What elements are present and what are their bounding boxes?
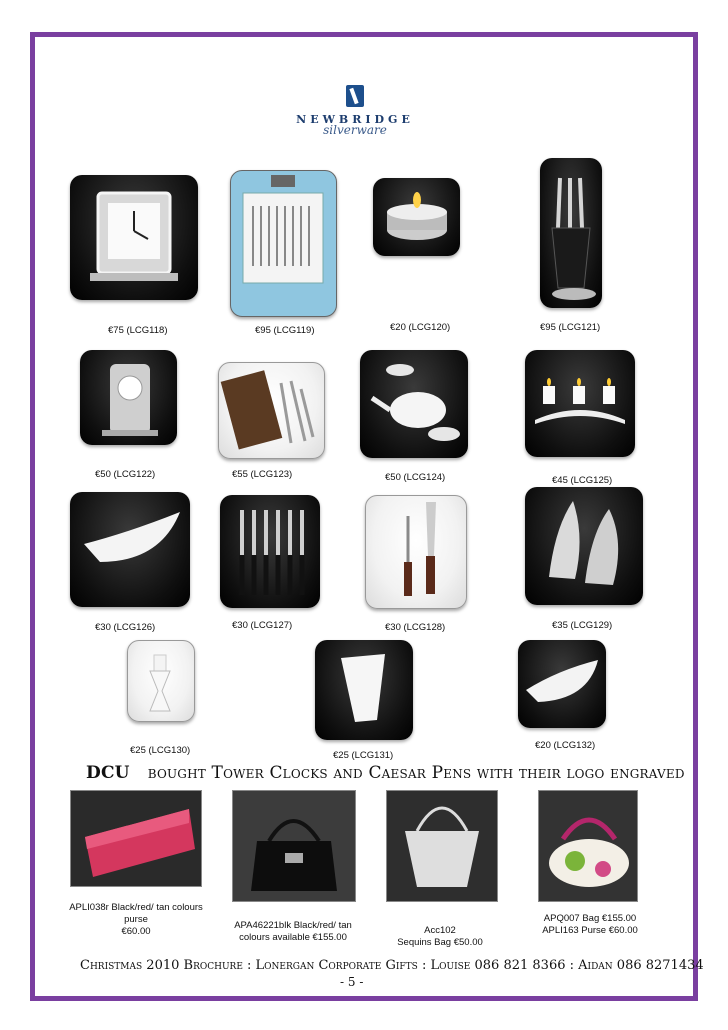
purse-icon [71,791,201,886]
bag-caption-4-line2: APLI163 Purse €60.00 [542,925,638,936]
product-image-vase [315,640,413,740]
price-lcg129: €35 (LCG129) [552,620,613,631]
bag-caption-4-line1: APQ007 Bag €155.00 [543,913,637,924]
price-lcg122: €50 (LCG122) [95,469,156,480]
cutlery-icon [231,171,336,316]
product-image-candle-holder [525,350,635,457]
price-lcg124: €50 (LCG124) [385,472,446,483]
product-image-candle-holder [373,178,460,256]
dish-icon [518,640,606,728]
product-image-clock [80,350,177,445]
bag-caption-3 [380,925,500,949]
price-lcg127: €30 (LCG127) [232,620,293,631]
product-image-teapot [360,350,468,458]
bag-caption-4 [530,913,650,937]
bag-caption-3-line2: Sequins Bag €50.00 [397,937,483,948]
teapot-icon [360,350,468,458]
sequins-bag-icon [387,791,497,901]
napkin-ring-icon [128,641,194,721]
product-image-cutlery-set [218,362,325,459]
price-lcg131: €25 (LCG131) [333,750,394,761]
clock-icon [80,350,177,445]
product-image-sequins-bag [386,790,498,902]
bag-caption-1 [66,902,206,938]
price-lcg132: €20 (LCG132) [535,740,596,751]
price-lcg125: €45 (LCG125) [552,475,613,486]
knives-icon [220,495,320,608]
logo-brand: NEWBRIDGE [296,113,414,126]
bag-caption-2 [218,920,368,944]
bag-caption-2-line2: colours available €155.00 [239,932,347,943]
product-image-dish [518,640,606,728]
heading-text: bought Tower Clocks and Caesar Pens with their logo engraved [147,763,685,783]
salt-pepper-icon [525,487,643,605]
bowl-icon [70,492,190,607]
bag-caption-1-line2: purse [124,914,148,925]
clock-icon [70,175,198,300]
vase-icon [315,640,413,740]
product-image-handbag [232,790,356,902]
bag-purse-icon [539,791,637,901]
price-lcg123: €55 (LCG123) [232,469,293,480]
price-lcg120: €20 (LCG120) [390,322,451,333]
footer-text: Christmas 2010 Brochure : Lonergan Corporate Gifts : Louise 086 821 8366 : Aidan 086 8271434 [80,958,704,973]
knife-block-icon [540,158,602,308]
logo-sub: silverware [323,123,387,137]
handbag-icon [233,791,355,901]
page-number: - 5 - [340,975,364,989]
product-image-bag-purse [538,790,638,902]
logo-mark-icon [346,85,364,107]
heading-dcu: DCU [86,763,130,783]
bag-caption-2-line1: APA46221blk Black/red/ tan [234,920,352,931]
product-image-knife-block [540,158,602,308]
newbridge-logo [290,85,420,137]
bag-caption-3-line1: Acc102 [424,925,456,936]
product-image-napkin-ring [127,640,195,722]
product-image-purse [70,790,202,887]
cutlery-icon [219,363,324,458]
bag-caption-1-line1: APLI038r Black/red/ tan colours [69,902,203,913]
price-lcg121: €95 (LCG121) [540,322,601,333]
candle-icon [525,350,635,457]
carving-icon [366,496,466,608]
price-lcg126: €30 (LCG126) [95,622,156,633]
engraving-heading [86,763,685,783]
price-lcg130: €25 (LCG130) [130,745,191,756]
product-image-carving-set [365,495,467,609]
product-image-clock [70,175,198,300]
product-image-steak-knives [220,495,320,608]
product-image-bowl [70,492,190,607]
price-lcg118: €75 (LCG118) [108,325,168,336]
price-lcg128: €30 (LCG128) [385,622,446,633]
bag-caption-1-line3: €60.00 [121,926,151,937]
product-image-salt-pepper [525,487,643,605]
product-image-cutlery-set [230,170,337,317]
price-lcg119: €95 (LCG119) [255,325,315,336]
candle-icon [373,178,460,256]
